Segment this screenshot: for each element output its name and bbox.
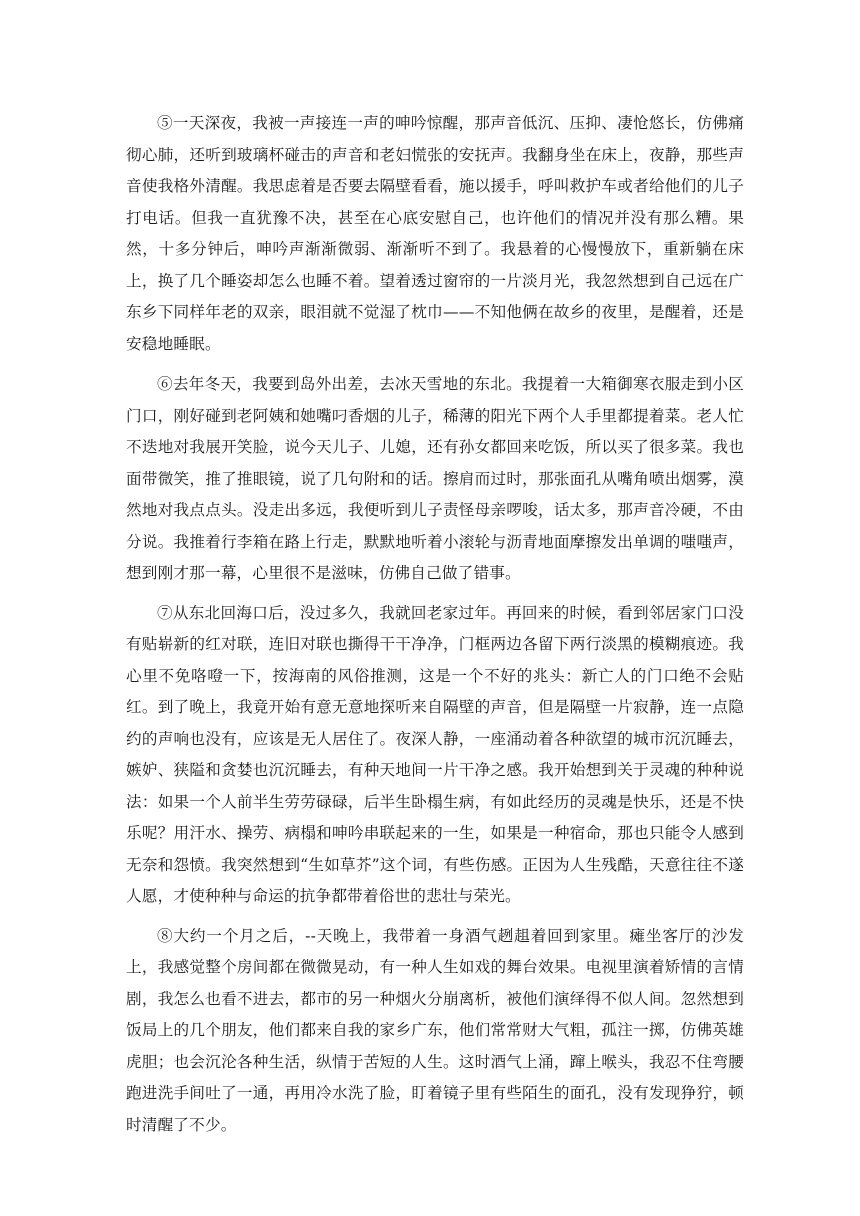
paragraph-6: ⑥去年冬天，我要到岛外出差，去冰天雪地的东北。我提着一大箱御寒衣服走到小区门口，刚好碰到老阿姨和她嘴叼香烟的儿子，稀薄的阳光下两个人手里都提着菜。老人忙不迭地对我展开笑脸，说今天儿子、儿媳，还有孙女都回来吃饭，所以买了很多菜。我也面带微笑，推了推眼镜，说了几句附和的话。擦肩而过时，那张面孔从嘴角喷出烟雾，漠然地对我点点头。没走出多远，我便听到儿子责怪母亲啰唆，话太多，那声音冷硬，不由分说。我推着行李箱在路上行走，默默地听着小滚轮与沥青地面摩擦发出单调的嗤嗤声，想到刚才那一幕，心里很不是滋味，仿佛自己做了错事。 (126, 375, 744, 582)
paragraph-7: ⑦从东北回海口后，没过多久，我就回老家过年。再回来的时候，看到邻居家门口没有贴崭新的红对联，连旧对联也撕得干干净净，门框两边各留下两行淡黑的模糊痕迹。我心里不免咯噔一下，按海南的风俗推测，这是一个不好的兆头：新亡人的门口绝不会贴红。到了晚上，我竟开始有意无意地探听来自隔壁的声音，但是隔壁一片寂静，连一点隐约的声响也没有，应该是无人居住了。夜深人静，一座涌动着各种欲望的城市沉沉睡去，嫉妒、狭隘和贪婪也沉沉睡去，有种天地间一片干净之感。我开始想到关于灵魂的种种说法：如果一个人前半生劳劳碌碌，后半生卧榻生病，有如此经历的灵魂是快乐，还是不快乐呢？用汗水、操劳、病榻和呻吟串联起来的一生，如果是一种宿命，那也只能令人感到无奈和怨愤。我突然想到“生如草芥”这个词，有些伤感。正因为人生残酷，天意往往不遂人愿，才使种种与命运的抗争都带着俗世的悲壮与荣光。 (126, 603, 744, 905)
document-page (126, 108, 744, 1141)
paragraph-5: ⑤一天深夜，我被一声接连一声的呻吟惊醒，那声音低沉、压抑、凄怆悠长，仿佛痛彻心肺，还听到玻璃杯碰击的声音和老妇慌张的安抚声。我翻身坐在床上，夜静，那些声音使我格外清醒。我思虑着是否要去隔壁看看，施以援手，呼叫救护车或者给他们的儿子打电话。但我一直犹豫不决，甚至在心底安慰自己，也许他们的情况并没有那么糟。果然，十多分钟后，呻吟声渐渐微弱、渐渐听不到了。我悬着的心慢慢放下，重新躺在床上，换了几个睡姿却怎么也睡不着。望着透过窗帘的一片淡月光，我忽然想到自己远在广东乡下同样年老的双亲，眼泪就不觉湿了枕巾——不知他俩在故乡的夜里，是醒着，还是安稳地睡眠。 (126, 114, 744, 353)
paragraph-8: ⑧大约一个月之后，--天晚上，我带着一身酒气趔趄着回到家里。瘫坐客厅的沙发上，我感觉整个房间都在微微晃动，有一种人生如戏的舞台效果。电视里演着矫情的言情剧，我怎么也看不进去，都市的另一种烟火分崩离析，被他们演绎得不似人间。忽然想到饭局上的几个朋友，他们都来自我的家乡广东，他们常常财大气粗，孤注一掷，仿佛英雄虎胆；也会沉沦各种生活，纵情于苦短的人生。这时酒气上涌，蹿上喉头，我忍不住弯腰跑进洗手间吐了一通，再用冷水洗了脸，盯着镜子里有些陌生的面孔，没有发现狰狞，顿时清醒了不少。 (126, 926, 744, 1134)
